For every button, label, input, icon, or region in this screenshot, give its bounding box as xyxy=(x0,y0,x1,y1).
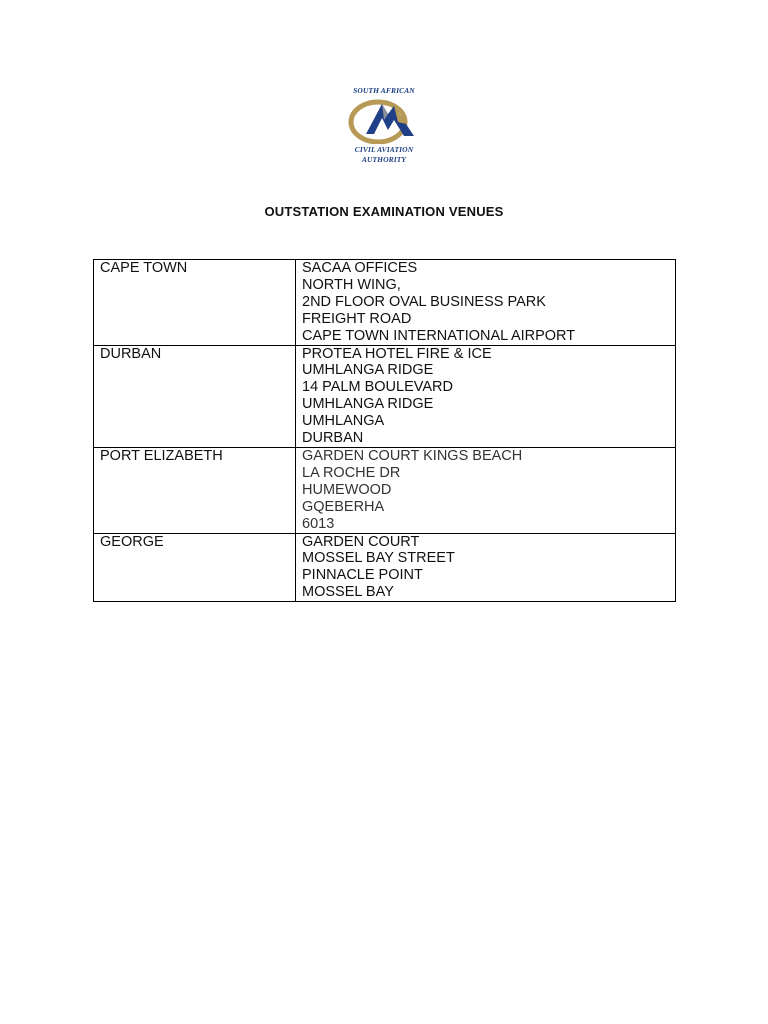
table-row xyxy=(94,345,676,447)
logo-text-top: SOUTH AFRICAN xyxy=(353,86,415,95)
address-line: UMHLANGA xyxy=(302,413,385,430)
address-line: GARDEN COURT xyxy=(302,533,420,550)
address-line: PINNACLE POINT xyxy=(302,567,423,584)
logo-text-bottom: AUTHORITY xyxy=(361,155,407,164)
address-line: UMHLANGA RIDGE xyxy=(302,362,434,379)
logo-text-middle: CIVIL AVIATION xyxy=(354,145,414,154)
address-line: 2ND FLOOR OVAL BUSINESS PARK xyxy=(302,293,546,310)
address-line: HUMEWOOD xyxy=(302,481,392,498)
address-line: MOSSEL BAY xyxy=(302,584,394,601)
table-row xyxy=(94,533,676,602)
address-line: DURBAN xyxy=(302,430,364,447)
venue-address xyxy=(296,533,676,602)
address-line: 14 PALM BOULEVARD xyxy=(302,379,453,396)
sacaa-logo xyxy=(338,84,430,168)
sacaa-emblem-icon xyxy=(348,96,420,144)
venues-table xyxy=(93,259,676,602)
venue-city: DURBAN xyxy=(94,345,296,447)
address-line: 6013 xyxy=(302,515,335,532)
table-row xyxy=(94,447,676,533)
document-title: OUTSTATION EXAMINATION VENUES xyxy=(264,204,504,219)
address-line: GARDEN COURT KINGS BEACH xyxy=(302,447,523,464)
venue-city: GEORGE xyxy=(94,533,296,602)
address-line: NORTH WING, xyxy=(302,276,401,293)
address-line: UMHLANGA RIDGE xyxy=(302,396,434,413)
venue-address xyxy=(296,345,676,447)
venue-address xyxy=(296,260,676,346)
table-row xyxy=(94,260,676,346)
venue-address xyxy=(296,447,676,533)
address-line: FREIGHT ROAD xyxy=(302,310,412,327)
address-line: SACAA OFFICES xyxy=(302,260,418,276)
address-line: PROTEA HOTEL FIRE & ICE xyxy=(302,345,492,362)
venues-table-body xyxy=(94,260,676,602)
address-line: MOSSEL BAY STREET xyxy=(302,550,455,567)
address-line: CAPE TOWN INTERNATIONAL AIRPORT xyxy=(302,327,576,344)
address-line: GQEBERHA xyxy=(302,498,385,515)
address-line: LA ROCHE DR xyxy=(302,464,401,481)
venue-city: CAPE TOWN xyxy=(94,260,296,346)
venue-city: PORT ELIZABETH xyxy=(94,447,296,533)
